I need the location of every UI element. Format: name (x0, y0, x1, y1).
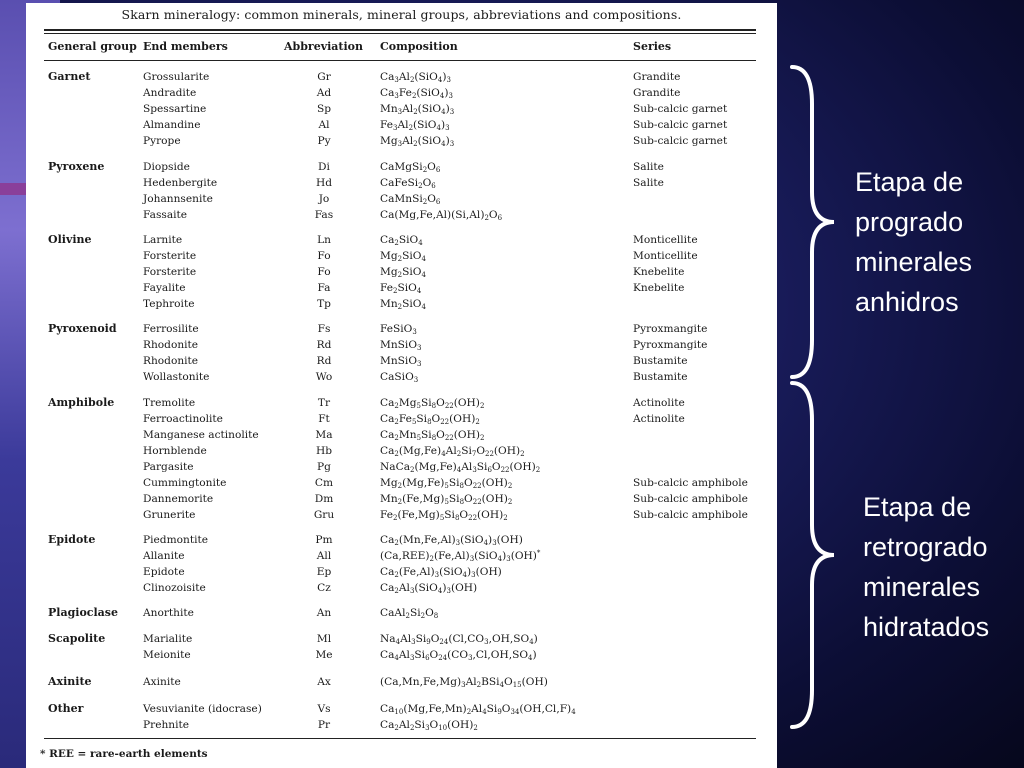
group-name: Pyroxene (48, 160, 105, 173)
group-name: Garnet (48, 70, 91, 83)
abbreviation: Gr (317, 71, 331, 83)
group-name: Olivine (48, 233, 92, 246)
end-member: Tephroite (143, 298, 195, 310)
end-member: Almandine (143, 119, 201, 131)
abbreviation: Ma (315, 429, 333, 441)
end-member: Pyrope (143, 135, 181, 147)
abbreviation: Fs (317, 323, 331, 335)
composition: $Ca_2SiO_4$ (380, 234, 423, 247)
composition: $Ca_2Mg_5Si_8O_{22}(OH)_2$ (380, 397, 485, 410)
composition: $Ca_2(Mn,Fe,Al)_3(SiO_4)_3(OH)$ (380, 534, 523, 547)
end-member: Meionite (143, 649, 191, 661)
abbreviation: Sp (316, 103, 332, 115)
composition: $Fe_2(Fe,Mg)_5Si_8O_{22}(OH)_2$ (380, 509, 508, 522)
composition: $Ca_2Al_3(SiO_4)_3(OH)$ (380, 582, 478, 595)
group-name: Scapolite (48, 632, 106, 645)
end-member: Dannemorite (143, 493, 214, 505)
composition: $Ca_2(Mg,Fe)_4Al_2Si_7O_{22}(OH)_2$ (380, 445, 525, 458)
abbreviation: An (316, 607, 332, 619)
abbreviation: Dm (314, 493, 334, 505)
composition: MnSiO$_3$ (380, 355, 422, 368)
composition: $Mg_3Al_2(SiO_4)_3$ (380, 135, 455, 148)
group-name: Plagioclase (48, 606, 118, 619)
composition: $Ca_4Al_3Si_6O_{24}(CO_3,Cl,OH,SO_4)$ (380, 649, 537, 662)
abbreviation: Cm (314, 477, 334, 489)
footnote: * REE = rare-earth elements (40, 748, 208, 760)
series: Sub-calcic amphibole (633, 509, 748, 521)
composition: $Na_4Al_3Si_9O_{24}(Cl,CO_3,OH,SO_4)$ (380, 633, 538, 646)
composition: $Ca_2Mn_5Si_8O_{22}(OH)_2$ (380, 429, 485, 442)
abbreviation: Tp (317, 298, 331, 310)
end-member: Pargasite (143, 461, 194, 473)
composition: $(Ca,REE)_2(Fe,Al)_3(SiO_4)_3(OH)^*$ (380, 549, 541, 563)
end-member: Spessartine (143, 103, 207, 115)
composition: $Ca_{10}(Mg,Fe,Mn)_2Al_4Si_9O_{34}(OH,Cl,F)_4$ (380, 703, 576, 716)
composition: MnSiO$_3$ (380, 339, 422, 352)
prograde-label (855, 162, 972, 322)
rule-header (44, 60, 756, 61)
abbreviation: Al (318, 119, 330, 131)
abbreviation: Fas (314, 209, 334, 221)
mineral-table-document (26, 3, 777, 768)
composition: $Mg_2SiO_4$ (380, 250, 426, 263)
prograde-line: anhidros (855, 287, 959, 317)
end-member: Anorthite (143, 607, 194, 619)
retrograde-line: hidratados (863, 612, 990, 642)
series: Bustamite (633, 371, 688, 383)
abbreviation: Fa (317, 282, 331, 294)
composition: $Ca(Mg,Fe,Al)(Si,Al)_2O_6$ (380, 209, 503, 222)
rule-top (44, 29, 756, 31)
series: Monticellite (633, 250, 698, 262)
series: Pyroxmangite (633, 323, 708, 335)
rule-bottom (44, 738, 756, 739)
abbreviation: Pm (315, 534, 333, 546)
composition: $Mg_2(Mg,Fe)_5Si_8O_{22}(OH)_2$ (380, 477, 513, 490)
end-member: Marialite (143, 633, 193, 645)
end-member: Forsterite (143, 250, 197, 262)
series: Sub-calcic amphibole (633, 493, 748, 505)
group-name: Axinite (48, 675, 92, 688)
abbreviation: Fo (317, 266, 331, 278)
prograde-line: progrado (855, 207, 964, 237)
end-member: Tremolite (143, 397, 196, 409)
prograde-line: minerales (855, 247, 973, 277)
composition: $(Ca,Mn,Fe,Mg)_3Al_2BSi_4O_{15}(OH)$ (380, 676, 548, 689)
series: Salite (633, 177, 664, 189)
abbreviation: Me (315, 649, 333, 661)
end-member: Johannsenite (143, 193, 213, 205)
abbreviation: Tr (317, 397, 331, 409)
abbreviation: Ax (317, 676, 331, 688)
series: Grandite (633, 71, 681, 83)
end-member: Larnite (143, 234, 183, 246)
series: Knebelite (633, 266, 685, 278)
abbreviation: Rd (316, 339, 332, 351)
series: Actinolite (633, 397, 685, 409)
abbreviation: Ml (316, 633, 332, 645)
abbreviation: Gru (313, 509, 335, 521)
end-member: Piedmontite (143, 534, 208, 546)
end-member: Manganese actinolite (143, 429, 259, 441)
end-member: Wollastonite (143, 371, 210, 383)
series: Sub-calcic garnet (633, 119, 728, 131)
composition: $Ca_3Al_2(SiO_4)_3$ (380, 71, 451, 84)
header-abbreviation: Abbreviation (284, 40, 364, 53)
group-name: Epidote (48, 533, 96, 546)
series: Bustamite (633, 355, 688, 367)
composition: $CaAl_2Si_2O_8$ (380, 607, 439, 620)
abbreviation: Ft (318, 413, 330, 425)
composition: $Ca_2Fe_5Si_8O_{22}(OH)_2$ (380, 413, 480, 426)
end-member: Prehnite (143, 719, 190, 731)
composition: $Fe_3Al_2(SiO_4)_3$ (380, 119, 450, 132)
abbreviation: Cz (317, 582, 331, 594)
composition: $CaMnSi_2O_6$ (380, 193, 441, 206)
series: Sub-calcic amphibole (633, 477, 748, 489)
retrograde-label (863, 487, 989, 647)
group-name: Other (48, 702, 84, 715)
retrograde-line: Etapa de (863, 492, 972, 522)
abbreviation: Ad (316, 87, 332, 99)
end-member: Allanite (143, 550, 185, 562)
composition: $Mn_2(Fe,Mg)_5Si_8O_{22}(OH)_2$ (380, 493, 513, 506)
header-end-members: End members (143, 40, 228, 53)
abbreviation: Rd (316, 355, 332, 367)
retrograde-line: retrogrado (863, 532, 988, 562)
abbreviation: All (316, 550, 332, 562)
abbreviation: Ep (316, 566, 332, 578)
abbreviation: Ln (317, 234, 331, 246)
composition: $CaMgSi_2O_6$ (380, 161, 441, 174)
series: Sub-calcic garnet (633, 135, 728, 147)
composition: $Mg_2SiO_4$ (380, 266, 426, 279)
abbreviation: Jo (318, 193, 330, 205)
end-member: Rhodonite (143, 339, 199, 351)
background-accent-bar (0, 183, 26, 195)
end-member: Forsterite (143, 266, 197, 278)
end-member: Fassaite (143, 209, 188, 221)
series: Grandite (633, 87, 681, 99)
composition: $Ca_2(Fe,Al)_3(SiO_4)_3(OH)$ (380, 566, 502, 579)
series: Knebelite (633, 282, 685, 294)
abbreviation: Pr (317, 719, 331, 731)
series: Actinolite (633, 413, 685, 425)
abbreviation: Di (318, 161, 330, 173)
end-member: Fayalite (143, 282, 186, 294)
composition: FeSiO$_3$ (380, 323, 417, 336)
end-member: Diopside (143, 161, 190, 173)
end-member: Cummingtonite (143, 477, 227, 489)
series: Sub-calcic garnet (633, 103, 728, 115)
composition: $Ca_3Fe_2(SiO_4)_3$ (380, 87, 453, 100)
series: Salite (633, 161, 664, 173)
group-name: Amphibole (48, 396, 115, 409)
prograde-brace-icon (788, 64, 848, 380)
abbreviation: Vs (317, 703, 331, 715)
prograde-line: Etapa de (855, 167, 964, 197)
series: Pyroxmangite (633, 339, 708, 351)
end-member: Grunerite (143, 509, 196, 521)
end-member: Ferroactinolite (143, 413, 223, 425)
end-member: Axinite (143, 676, 181, 688)
end-member: Vesuvianite (idocrase) (143, 703, 262, 715)
composition: $CaFeSi_2O_6$ (380, 177, 436, 190)
abbreviation: Py (317, 135, 331, 147)
composition: $NaCa_2(Mg,Fe)_4Al_3Si_6O_{22}(OH)_2$ (380, 461, 541, 474)
end-member: Epidote (143, 566, 185, 578)
abbreviation: Hd (315, 177, 333, 189)
header-group: General group (48, 40, 137, 53)
header-composition: Composition (380, 40, 458, 53)
composition: $Ca_2Al_2Si_3O_{10}(OH)_2$ (380, 719, 478, 732)
end-member: Grossularite (143, 71, 210, 83)
composition: CaSiO$_3$ (380, 371, 419, 384)
rule-top-2 (44, 33, 756, 34)
end-member: Hornblende (143, 445, 207, 457)
abbreviation: Wo (315, 371, 333, 383)
table-title: Skarn mineralogy: common minerals, mineral groups, abbreviations and compositions. (121, 7, 682, 22)
end-member: Ferrosilite (143, 323, 199, 335)
end-member: Hedenbergite (143, 177, 218, 189)
composition: $Mn_3Al_2(SiO_4)_3$ (380, 103, 455, 116)
end-member: Clinozoisite (143, 582, 206, 594)
abbreviation: Pg (317, 461, 331, 473)
end-member: Andradite (143, 87, 197, 99)
retrograde-brace-icon (788, 380, 848, 730)
group-name: Pyroxenoid (48, 322, 117, 335)
header-series: Series (633, 40, 672, 53)
composition: $Mn_2SiO_4$ (380, 298, 426, 311)
abbreviation: Fo (317, 250, 331, 262)
composition: $Fe_2SiO_4$ (380, 282, 422, 295)
retrograde-line: minerales (863, 572, 981, 602)
series: Monticellite (633, 234, 698, 246)
abbreviation: Hb (315, 445, 333, 457)
end-member: Rhodonite (143, 355, 199, 367)
